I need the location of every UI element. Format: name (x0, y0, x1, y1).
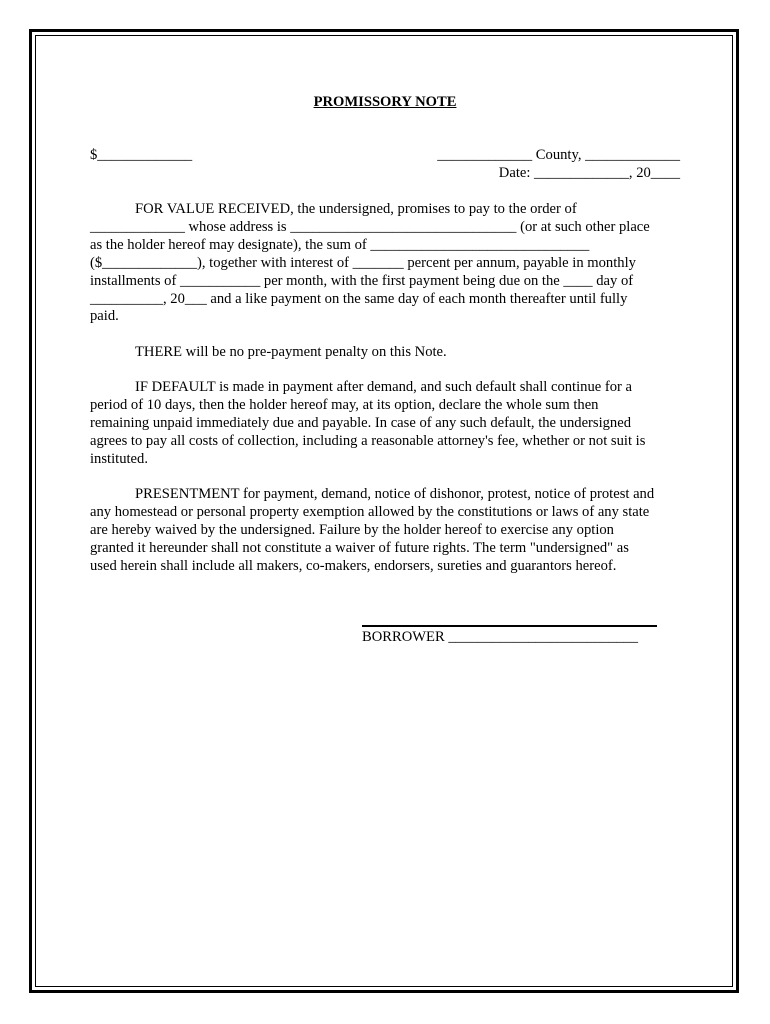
paragraph-line: are hereby waived by the undersigned. Failure by the holder hereof to exercise any option (90, 521, 614, 538)
paragraph-line: period of 10 days, then the holder hereof may, at its option, declare the whole sum then (90, 396, 599, 413)
county-field-line: _____________ County, _____________ (437, 147, 680, 163)
paragraph-line: instituted. (90, 450, 148, 467)
paragraph-line: PRESENTMENT for payment, demand, notice of dishonor, protest, notice of protest and (135, 486, 655, 502)
paragraph-line: granted it hereunder shall not constitute a waiver of future rights. The term "undersigned" as (90, 539, 629, 556)
date-field-line: Date: _____________, 20____ (498, 165, 680, 181)
borrower-signature-label: BORROWER __________________________ (362, 629, 639, 645)
paragraph-line: used herein shall include all makers, co-makers, endorsers, sureties and guarantors hereof. (90, 557, 617, 574)
paragraph-value-received (90, 201, 680, 326)
paragraph-line: __________, 20___ and a like payment on the same day of each month thereafter until fully (90, 290, 628, 307)
paragraph-line: THERE will be no pre-payment penalty on this Note. (135, 344, 447, 360)
amount-field-line: $_____________ (90, 147, 193, 163)
paragraph-default (90, 379, 680, 469)
document-title: PROMISSORY NOTE (313, 94, 457, 110)
paragraph-line: as the holder hereof may designate), the sum of ______________________________ (90, 236, 590, 253)
paragraph-line: FOR VALUE RECEIVED, the undersigned, promises to pay to the order of (135, 201, 577, 217)
paragraph-line: _____________ whose address is _______________________________ (or at such other place (90, 218, 650, 235)
paragraph-line: installments of ___________ per month, with the first payment being due on the ____ day of (90, 272, 634, 289)
paragraph-line: paid. (90, 308, 119, 325)
paragraph-line: IF DEFAULT is made in payment after demand, and such default shall continue for a (135, 379, 633, 395)
paragraph-prepayment (90, 344, 680, 362)
paragraph-line: agrees to pay all costs of collection, including a reasonable attorney's fee, whether or not suit is (90, 432, 646, 449)
paragraph-presentment (90, 486, 680, 576)
paragraph-line: remaining unpaid immediately due and payable. In case of any such default, the undersigned (90, 414, 632, 431)
paragraph-line: any homestead or personal property exemption allowed by the constitutions or laws of any state (90, 503, 650, 520)
paragraph-line: ($_____________), together with interest of _______ percent per annum, payable in monthly (90, 254, 636, 271)
signature-line (362, 625, 657, 627)
